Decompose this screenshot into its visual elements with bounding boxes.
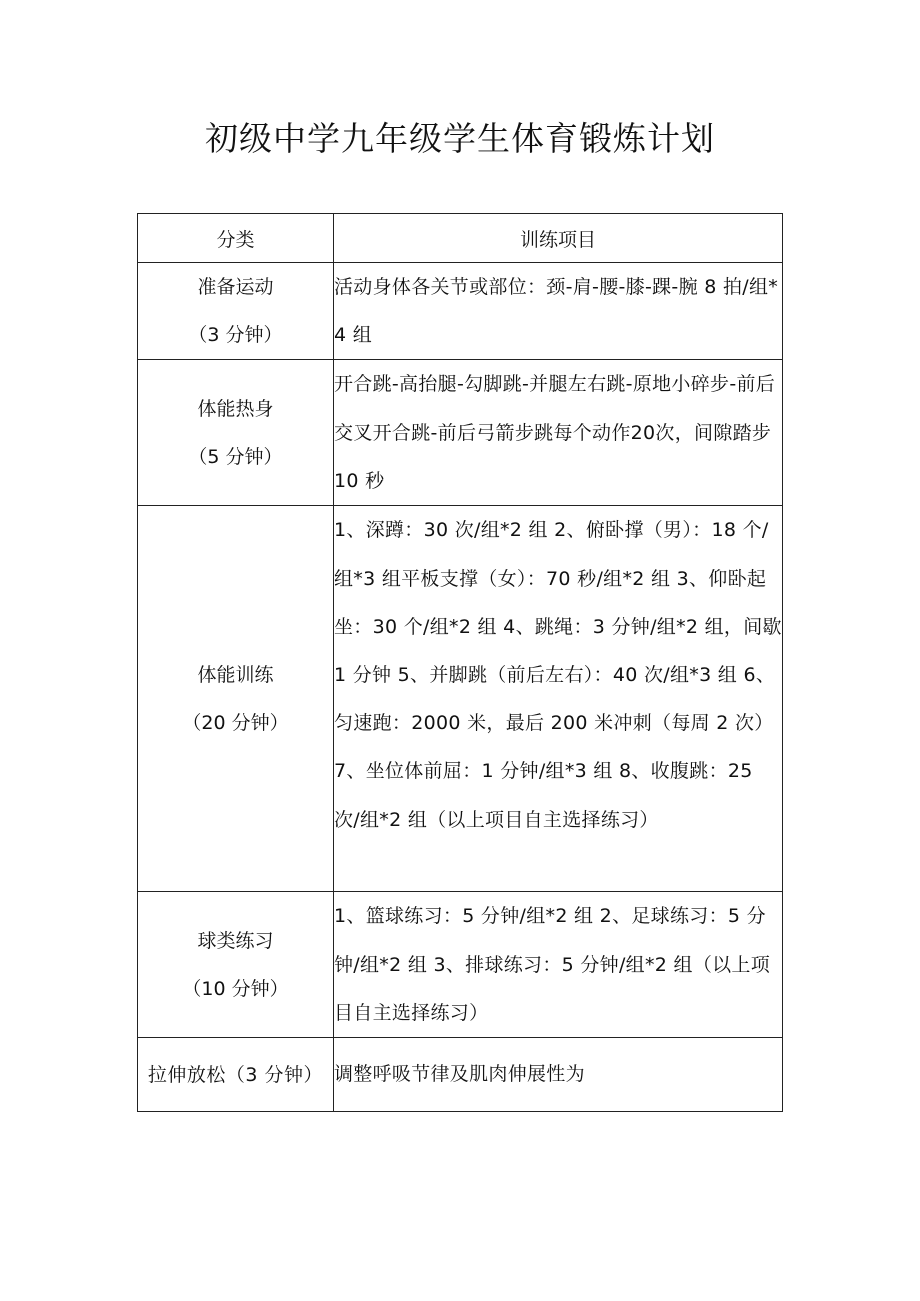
- header-category: 分类: [138, 214, 334, 263]
- training-items-cell: 1、深蹲：30 次/组*2 组 2、俯卧撑（男）：18 个/组*3 组平板支撑（女）：70 秒/组*2 组 3、仰卧起坐：30 个/组*2 组 4、跳绳：3 分钟/组*2 组，间歇 1 分钟 5、并脚跳（前后左右）：40 次/组*3 组 6、匀速跑：2000 米，最后 200 米冲刺（每周 2 次）7、坐位体前屈：1 分钟/组*3 组 8、收腹跳：25 次/组*2 组（以上项目自主选择练习）: [334, 506, 783, 892]
- table-row: [138, 892, 783, 1038]
- training-items-cell: 1、篮球练习：5 分钟/组*2 组 2、足球练习：5 分钟/组*2 组 3、排球练习：5 分钟/组*2 组（以上项目自主选择练习）: [334, 892, 783, 1038]
- table-header-row: [138, 214, 783, 263]
- training-items-cell: 开合跳-高抬腿-勾脚跳-并腿左右跳-原地小碎步-前后交叉开合跳-前后弓箭步跳每个动作20次，间隙踏步 10 秒: [334, 360, 783, 506]
- category-cell: 拉伸放松（3 分钟）: [138, 1038, 334, 1112]
- category-label: 体能训练: [197, 663, 274, 686]
- category-cell: [138, 263, 334, 360]
- category-duration: （5 分钟）: [188, 445, 283, 468]
- category-cell: [138, 360, 334, 506]
- table-row: [138, 360, 783, 506]
- table-row: [138, 506, 783, 892]
- header-training-items: 训练项目: [334, 214, 783, 263]
- category-label: 球类练习: [197, 929, 274, 952]
- table-row: [138, 1038, 783, 1112]
- category-label: 准备运动: [197, 276, 274, 299]
- training-items-cell: 调整呼吸节律及肌肉伸展性为: [334, 1038, 783, 1112]
- category-label: 体能热身: [197, 397, 274, 420]
- training-plan-table: [137, 213, 783, 1112]
- category-cell: [138, 506, 334, 892]
- category-duration: （10 分钟）: [182, 977, 289, 1000]
- category-duration: （3 分钟）: [188, 324, 283, 347]
- category-duration: （20 分钟）: [182, 711, 289, 734]
- training-items-cell: 活动身体各关节或部位：颈-肩-腰-膝-踝-腕 8 拍/组*4 组: [334, 263, 783, 360]
- document-title: 初级中学九年级学生体育锻炼计划: [205, 119, 715, 158]
- table-row: [138, 263, 783, 360]
- category-cell: [138, 892, 334, 1038]
